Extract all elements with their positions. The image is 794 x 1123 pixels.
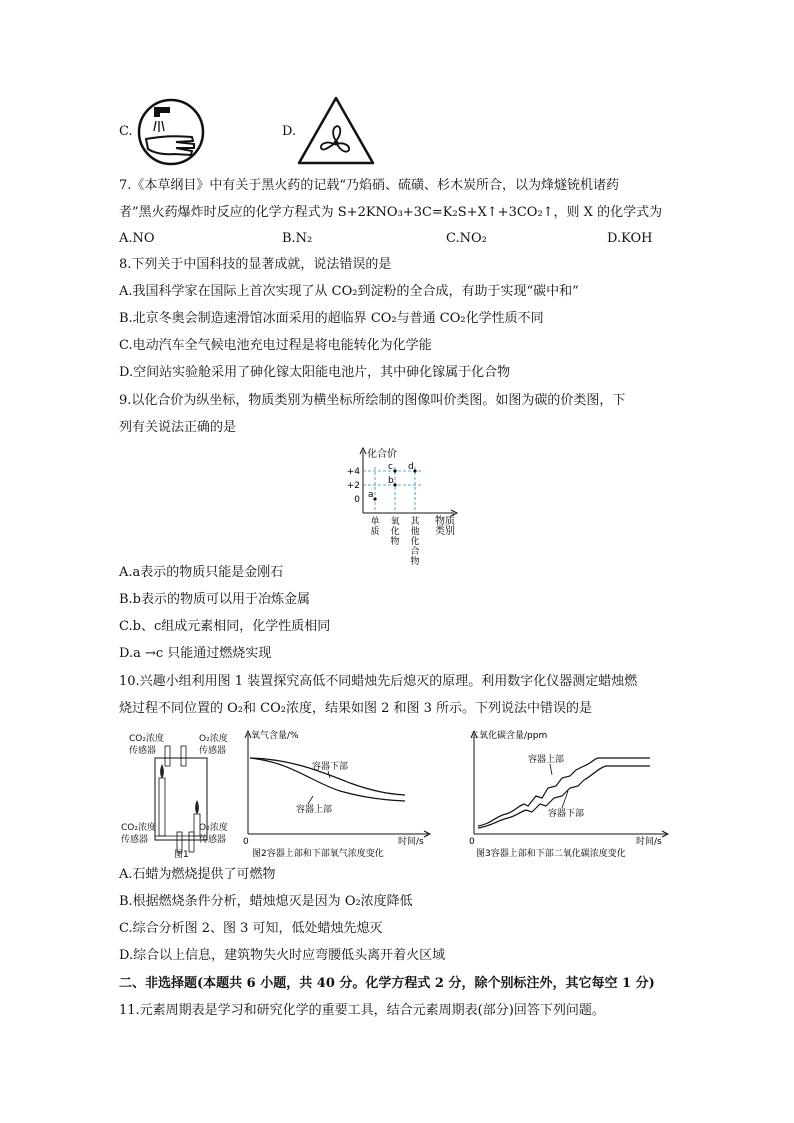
svg-text:传感器: 传感器 <box>129 746 157 756</box>
q11-stem: 11.元素周期表是学习和研究化学的重要工具，结合元素周期表(部分)回答下列问题。 <box>119 1003 605 1018</box>
sensor-top-left-label: CO₂浓度 <box>129 734 164 744</box>
q9-option-d: D.a →c 只能通过燃烧实现 <box>119 646 272 661</box>
x-axis-label: 物质类别 <box>435 516 455 537</box>
sensor-bottom-right-label: O₂浓度 <box>199 823 228 833</box>
q9-stem-line2: 列有关说法正确的是 <box>119 420 237 435</box>
sensor-bottom-left-label: CO₂浓度 <box>121 823 156 833</box>
data-point-label: b <box>388 476 394 486</box>
fig2-label-lower: 容器下部 <box>312 762 349 772</box>
fig2-y-label: 氧气含量/% <box>251 731 299 741</box>
q8-option-d: D.空间站实验舱采用了砷化镓太阳能电池片，其中砷化镓属于化合物 <box>119 365 511 380</box>
q9-option-a: A.a表示的物质只能是金刚石 <box>119 565 284 580</box>
category-label: 单 <box>370 517 380 527</box>
y-tick-label: +2 <box>346 481 360 491</box>
figure-2-oxygen-chart <box>240 726 435 864</box>
q9-option-c: C.b、c组成元素相同，化学性质相同 <box>119 619 331 634</box>
category-label: 质 <box>370 527 380 537</box>
flame-icon <box>195 800 199 814</box>
q9-option-b: B.b表示的物质可以用于冶炼金属 <box>119 592 311 607</box>
q9-stem-line1: 9.以化合价为纵坐标，物质类别为横坐标所绘制的图像叫价类图。如图为碳的价类图，下 <box>119 393 626 408</box>
figure-1-apparatus <box>119 728 241 863</box>
fig2-label-upper: 容器上部 <box>296 805 333 815</box>
category-label: 他 <box>410 527 420 537</box>
fig2-origin: 0 <box>243 837 249 847</box>
tall-candle <box>159 778 165 836</box>
svg-text:传感器: 传感器 <box>199 835 227 845</box>
category-label: 化 <box>410 537 420 547</box>
fig3-label-upper: 容器上部 <box>528 755 565 765</box>
category-label: 合 <box>410 547 420 557</box>
q7-option-a: A.NO <box>119 231 155 246</box>
fig3-y-label: 二氧化碳含量/ppm <box>470 731 548 741</box>
category-label: 化 <box>390 527 400 537</box>
figure-1-caption: 图1 <box>174 850 189 860</box>
valence-class-chart <box>330 443 470 567</box>
flame-icon <box>160 764 164 778</box>
q8-stem: 8.下列关于中国科技的显著成就，说法错误的是 <box>119 257 392 272</box>
data-point-label: c <box>388 462 393 472</box>
q7-option-c: C.NO₂ <box>446 231 487 246</box>
q10-option-b: B.根据燃烧条件分析，蜡烛熄灭是因为 O₂浓度降低 <box>119 894 413 909</box>
q10-option-a: A.石蜡为燃烧提供了可燃物 <box>119 867 276 882</box>
data-point-b <box>393 483 396 486</box>
q7-option-d: D.KOH <box>607 231 653 246</box>
figure-2-caption: 图2容器上部和下部氧气浓度变化 <box>252 849 384 859</box>
data-point-d <box>413 469 416 472</box>
q8-option-c: C.电动汽车全气候电池充电过程是将电能转化为化学能 <box>119 338 432 353</box>
data-point-a <box>373 497 376 500</box>
fig3-origin: 0 <box>469 837 475 847</box>
y-axis-label: 化合价 <box>367 449 397 460</box>
figure-3-co2-chart <box>466 726 676 864</box>
q7-option-b: B.N₂ <box>282 231 313 246</box>
q10-option-d: D.综合以上信息，建筑物失火时应弯腰低头离开着火区域 <box>119 948 446 963</box>
category-label: 物 <box>410 557 420 567</box>
category-label: 氧 <box>390 517 400 527</box>
hand-washing-sign-icon <box>136 97 206 167</box>
data-point-label: a <box>368 490 374 500</box>
sensor-top-right-label: O₂浓度 <box>199 734 228 744</box>
category-label: 物 <box>390 537 400 547</box>
fig2-x-label: 时间/s <box>398 837 424 847</box>
figure-3-caption: 图3容器上部和下部二氧化碳浓度变化 <box>476 849 626 859</box>
q8-option-b: B.北京冬奥会制造速滑馆冰面采用的超临界 CO₂与普通 CO₂化学性质不同 <box>119 311 544 326</box>
fan-warning-sign-icon <box>296 95 376 167</box>
data-point-c <box>393 469 396 472</box>
q8-option-a: A.我国科学家在国际上首次实现了从 CO₂到淀粉的全合成，有助于实现“碳中和” <box>119 284 579 299</box>
section-2-heading: 二、非选择题(本题共 6 小题，共 40 分。化学方程式 2 分，除个别标注外，其它每空 1 分) <box>119 976 655 991</box>
fig3-label-lower: 容器下部 <box>548 809 585 819</box>
q10-stem-line1: 10.兴趣小组利用图 1 装置探究高低不同蜡烛先后熄灭的原理。利用数字化仪器测定蜡烛燃 <box>119 674 638 689</box>
svg-text:传感器: 传感器 <box>199 746 227 756</box>
fig3-x-label: 时间/s <box>636 837 662 847</box>
y-tick-label: +4 <box>346 467 360 477</box>
q6-option-d-label: D. <box>282 124 297 139</box>
q7-stem-line1: 7.《本草纲目》中有关于黑火药的记载“乃焰硝、硫磺、杉木炭所合，以为烽燧铳机诸药 <box>119 178 620 193</box>
q10-stem-line2: 烧过程不同位置的 O₂和 CO₂浓度，结果如图 2 和图 3 所示。下列说法中错误的是 <box>119 701 593 716</box>
y-tick-label: 0 <box>354 495 360 505</box>
q6-option-c-label: C. <box>119 124 133 139</box>
q7-stem-line2: 者”黑火药爆炸时反应的化学方程式为 S+2KNO₃+3C=K₂S+X↑+3CO₂↑，则 X 的化学式为 <box>119 205 663 220</box>
q10-option-c: C.综合分析图 2、图 3 可知，低处蜡烛先熄灭 <box>119 921 383 936</box>
data-point-label: d <box>408 462 414 472</box>
category-label: 其 <box>410 517 420 527</box>
svg-text:传感器: 传感器 <box>121 835 149 845</box>
